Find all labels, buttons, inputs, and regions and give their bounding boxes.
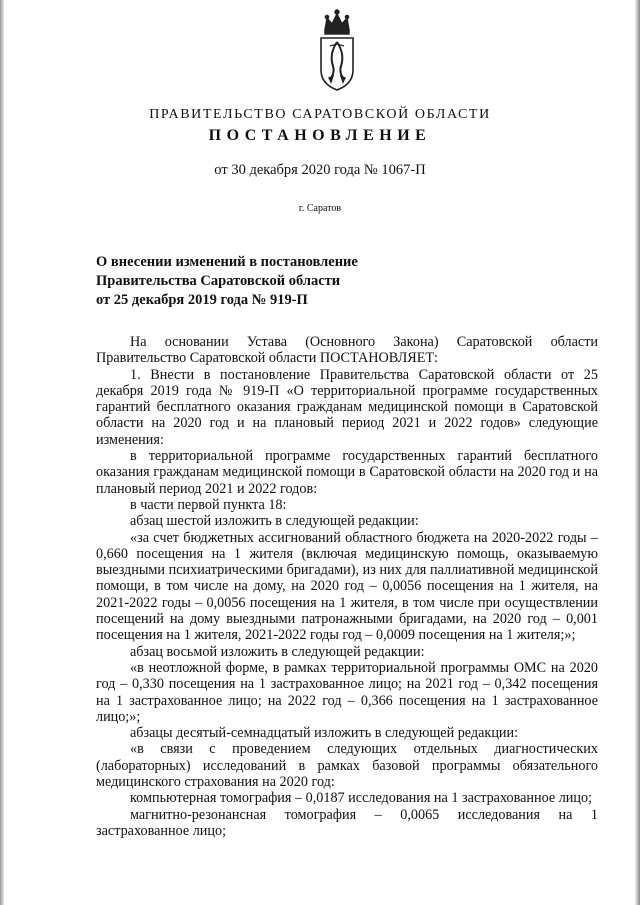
body-paragraph: компьютерная томография – 0,0187 исследования на 1 застрахованное лицо; [130,790,593,807]
body-paragraph: «за счет бюджетных ассигнований областного бюджета на 2020-2022 годы – 0,660 посещения на 1 жителя (включая медицинскую помощь, оказываемую выездными психиатрическими бригадами), из них для паллиативной медицинской помощи, в том числе на дому, на 2020 год – 0,0056 посещения на 1 жителя, на 2021-2022 годы – 0,0056 посещения на 1 жителя, в том числе при осуществлении посещений на дому выездными патронажными бригадами, на 2020 год – 0,001 посещения на 1 жителя, 2021-2022 годы год – 0,0009 посещения на 1 жителя;»; [96,529,598,644]
body-paragraph: На основании Устава (Основного Закона) Саратовской области Правительство Саратовской области ПОСТАНОВЛЯЕТ: [96,334,598,367]
subject-line: О внесении изменений в постановление [96,254,358,270]
body-paragraph: абзац шестой изложить в следующей редакции: [130,513,419,530]
body-paragraph: «в неотложной форме, в рамках территориальной программы ОМС на 2020 год – 0,330 посещения на 1 застрахованное лицо; на 2021 год – 0,342 посещения на 1 застрахованное лицо; на 2022 год – 0,366 посещения на 1 застрахованное лицо;»; [96,659,598,725]
document-date-number: от 30 декабря 2020 года № 1067-П [214,162,426,178]
body-paragraph: 1. Внести в постановление Правительства Саратовской области от 25 декабря 2019 года № 919-П «О территориальной программе государственных гарантий бесплатного оказания гражданам медицинской помощи в Саратовской области на 2020 год и на плановый период 2021 и 2022 годов» следующие изменения: [96,366,598,448]
document-type: ПОСТАНОВЛЕНИЕ [208,127,432,144]
body-paragraph: абзац восьмой изложить в следующей редакции: [130,643,425,660]
document-city: г. Саратов [298,203,342,214]
body-paragraph: в части первой пункта 18: [130,496,287,513]
body-paragraph: абзацы десятый-семнадцатый изложить в следующей редакции: [130,725,519,742]
subject-line: Правительства Саратовской области [96,273,341,289]
subject-line: от 25 декабря 2019 года № 919-П [96,292,308,308]
document-subject [96,253,416,310]
government-name: ПРАВИТЕЛЬСТВО САРАТОВСКОЙ ОБЛАСТИ [149,107,491,122]
body-paragraph: в территориальной программе государственных гарантий бесплатного оказания гражданам медицинской помощи в Саратовской области на 2020 год и на плановый период 2021 и 2022 годов: [96,448,598,497]
body-paragraph: магнитно-резонансная томография – 0,0065 исследования на 1 застрахованное лицо; [96,806,598,839]
document-body [96,334,598,839]
body-paragraph: «в связи с проведением следующих отдельных диагностических (лабораторных) исследований в рамках базовой программы обязательного медицинского страхования на 2020 год: [96,741,598,791]
coat-of-arms-icon [317,6,357,92]
